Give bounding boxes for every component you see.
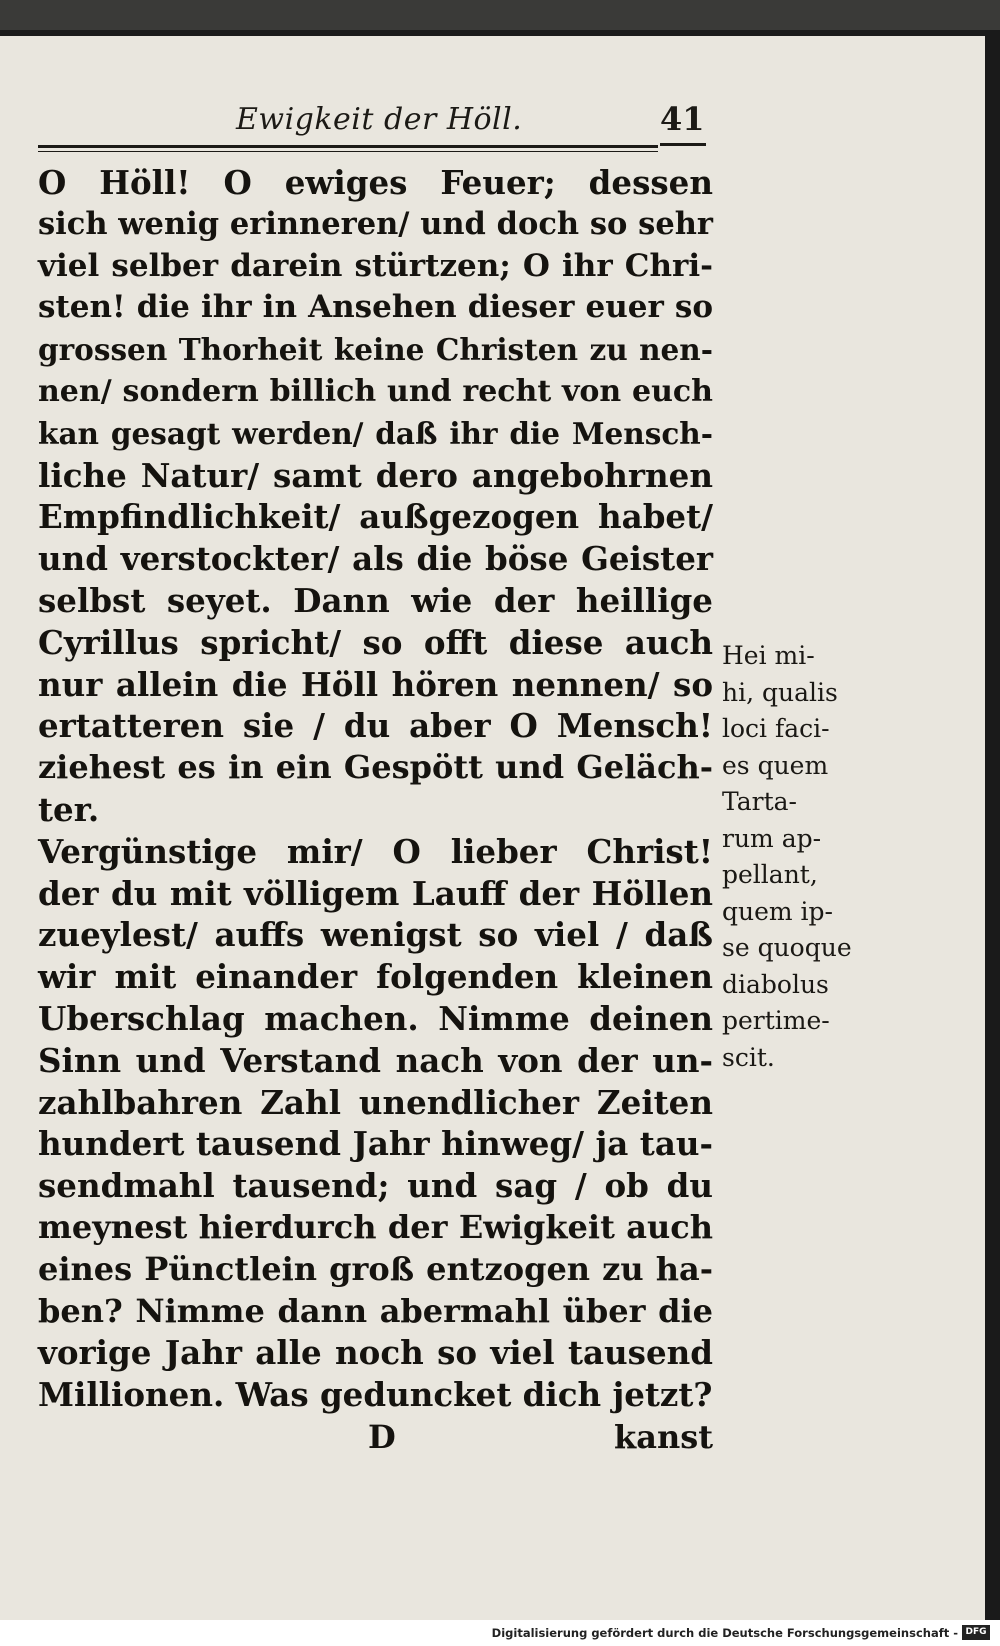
running-title: Ewigkeit der Höll. [236,102,523,137]
page-header [38,80,708,140]
text-line: zahlbahren Zahl unendlicher Zeiten [38,1082,713,1122]
text-line: liche Natur/ samt dero angebohrnen [38,455,713,495]
digitization-footer [0,1620,1000,1646]
main-text-block [38,162,713,1416]
page-number-rule [660,143,706,146]
dfg-logo: DFG [962,1625,990,1640]
text-line: Cyrillus spricht/ so offt diese auch [38,622,713,662]
text-line: hundert tausend Jahr hinweg/ ja tau- [38,1124,713,1164]
margin-note-line: se quoque [722,933,852,962]
header-rule-thin [38,151,658,152]
funding-notice: Digitalisierung gefördert durch die Deutsche Forschungsgemeinschaft - [491,1626,958,1640]
text-line: kan gesagt werden/ daß ihr die Mensch- [38,415,713,451]
text-line: Millionen. Was geduncket dich jetzt? [38,1375,713,1415]
text-line: Sinn und Verstand nach von der un- [38,1040,713,1080]
text-line: sich wenig erinneren/ und doch so sehr [38,205,713,242]
margin-note-line: pertime- [722,1006,830,1035]
text-line: ertatteren sie / du aber O Mensch! [38,706,713,746]
page-foot [38,1418,713,1460]
margin-note-line: pellant, [722,860,818,889]
margin-note-line: Tarta- [722,787,797,816]
catchword: kanst [614,1418,713,1456]
margin-note-line: es quem [722,750,829,780]
signature-mark: D [368,1418,396,1456]
text-line: viel selber darein stürtzen; O ihr Chri- [38,247,713,284]
margin-note-line: scit. [722,1042,775,1072]
text-line: nen/ sondern billich und recht von euch [38,373,713,409]
margin-note-line: quem ip- [722,896,833,926]
text-line: Vergünstige mir/ O lieber Christ! [38,831,713,871]
text-line: O Höll! O ewiges Feuer; dessen [38,163,713,202]
page-number: 41 [660,100,705,138]
text-line: Empfindlichkeit/ außgezogen habet/ [38,497,713,537]
text-line: ben? Nimme dann abermahl über die [38,1291,713,1330]
text-line: eines Pünctlein groß entzogen zu ha- [38,1249,713,1288]
margin-note-line: hi, qualis [722,677,838,707]
margin-note-line: Hei mi- [722,641,815,670]
text-line: nur allein die Höll hören nennen/ so [38,664,713,704]
margin-note-line: diabolus [722,969,829,999]
text-line: der du mit völligem Lauff der Höllen [38,873,713,913]
text-line: sten! die ihr in Ansehen dieser euer so [38,289,713,326]
text-line: sendmahl tausend; und sag / ob du [38,1166,713,1206]
text-line: zueylest/ auffs wenigst so viel / daß [38,915,713,955]
text-line: wir mit einander folgenden kleinen [38,957,713,997]
text-line: ziehest es in ein Gespött und Geläch- [38,748,713,787]
header-rule [38,145,658,148]
text-line: meynest hierdurch der Ewigkeit auch [38,1207,713,1246]
margin-note-line: loci faci- [722,714,830,743]
page-edge-shadow [985,30,1000,1620]
text-line: und verstockter/ als die böse Geister [38,539,713,579]
text-line: grossen Thorheit keine Christen zu nen- [38,332,713,368]
margin-note-line: rum ap- [722,823,822,853]
text-line: selbst seyet. Dann wie der heillige [38,580,713,620]
text-line: ter. [38,789,100,829]
text-line: vorige Jahr alle noch so viel tausend [38,1333,713,1373]
margin-note [722,638,872,1076]
text-line: Uberschlag machen. Nimme deinen [38,998,713,1038]
